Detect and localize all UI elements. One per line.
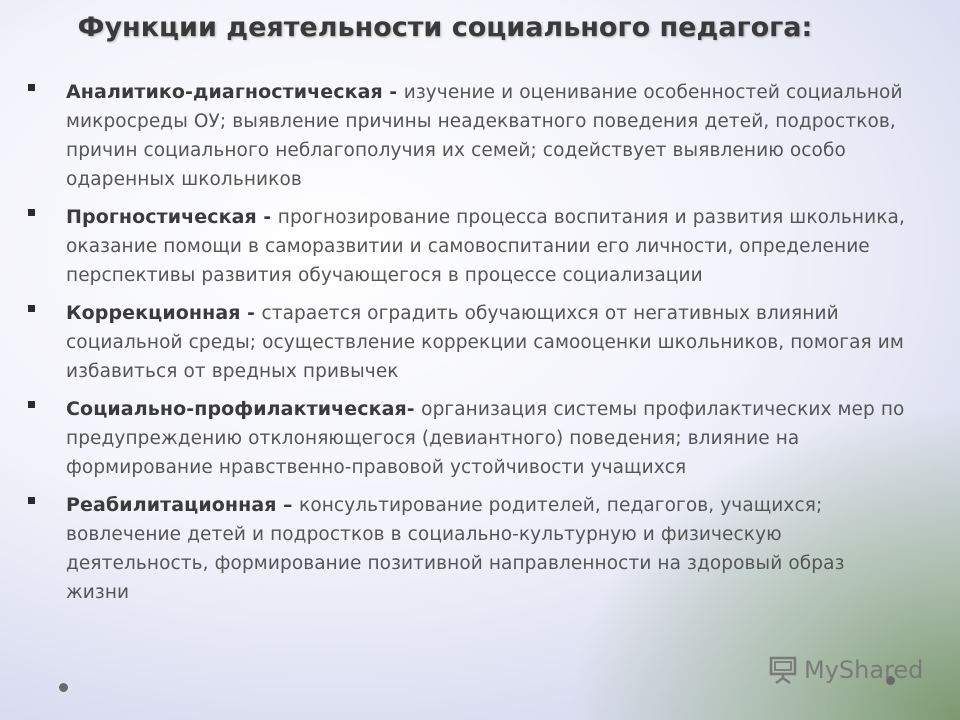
item-separator: - xyxy=(406,399,422,420)
square-bullet-icon xyxy=(28,84,35,91)
item-term: Коррекционная xyxy=(66,302,241,324)
item-separator: - xyxy=(240,303,262,324)
item-term: Реабилитационная xyxy=(66,494,277,516)
item-description: изучение и оценивание особенностей социальной микросреды ОУ; выявление причины неадекватного поведения детей, подростков, причин социального неблагополучия их семей; содействует выявлению особо одаренных школьников xyxy=(66,82,903,190)
item-separator: - xyxy=(256,207,278,228)
watermark-text: MyShared xyxy=(804,656,924,684)
square-bullet-icon xyxy=(28,401,35,408)
square-bullet-icon xyxy=(28,305,35,312)
item-description: старается оградить обучающихся от негативных влияний социальной среды; осуществление коррекции самооценки школьников, помогая им избавиться от вредных привычек xyxy=(66,303,904,382)
item-term: Прогностическая xyxy=(66,206,257,228)
presentation-board-icon xyxy=(768,655,798,685)
square-bullet-icon xyxy=(28,497,35,504)
item-description: консультирование родителей, педагогов, учащихся; вовлечение детей и подростков в социально-культурную и физическую деятельность, формирование позитивной направленности на здоровый образ жизни xyxy=(66,495,845,603)
list-item xyxy=(28,78,910,194)
square-bullet-icon xyxy=(28,209,35,216)
slide-title: Функции деятельности социального педагога: xyxy=(77,12,813,43)
list-item xyxy=(28,491,910,607)
item-term: Аналитико-диагностическая xyxy=(66,81,383,103)
item-separator: – xyxy=(276,495,300,516)
list-item xyxy=(28,299,910,386)
item-description: прогнозирование процесса воспитания и развития школьника, оказание помощи в саморазвитии и самовоспитании его личности, определение перспективы развития обучающегося в процессе социализации xyxy=(66,207,905,286)
list-item xyxy=(28,395,910,482)
item-description: организация системы профилактических мер по предупреждению отклоняющегося (девиантного) поведения; влияние на формирование нравственно-правовой устойчивости учащихся xyxy=(66,399,905,478)
functions-list xyxy=(28,78,910,616)
list-item xyxy=(28,203,910,290)
decorative-dot-left xyxy=(59,683,68,692)
item-term: Социально-профилактическая xyxy=(66,398,407,420)
watermark-logo xyxy=(768,655,923,685)
item-separator: - xyxy=(382,82,404,103)
